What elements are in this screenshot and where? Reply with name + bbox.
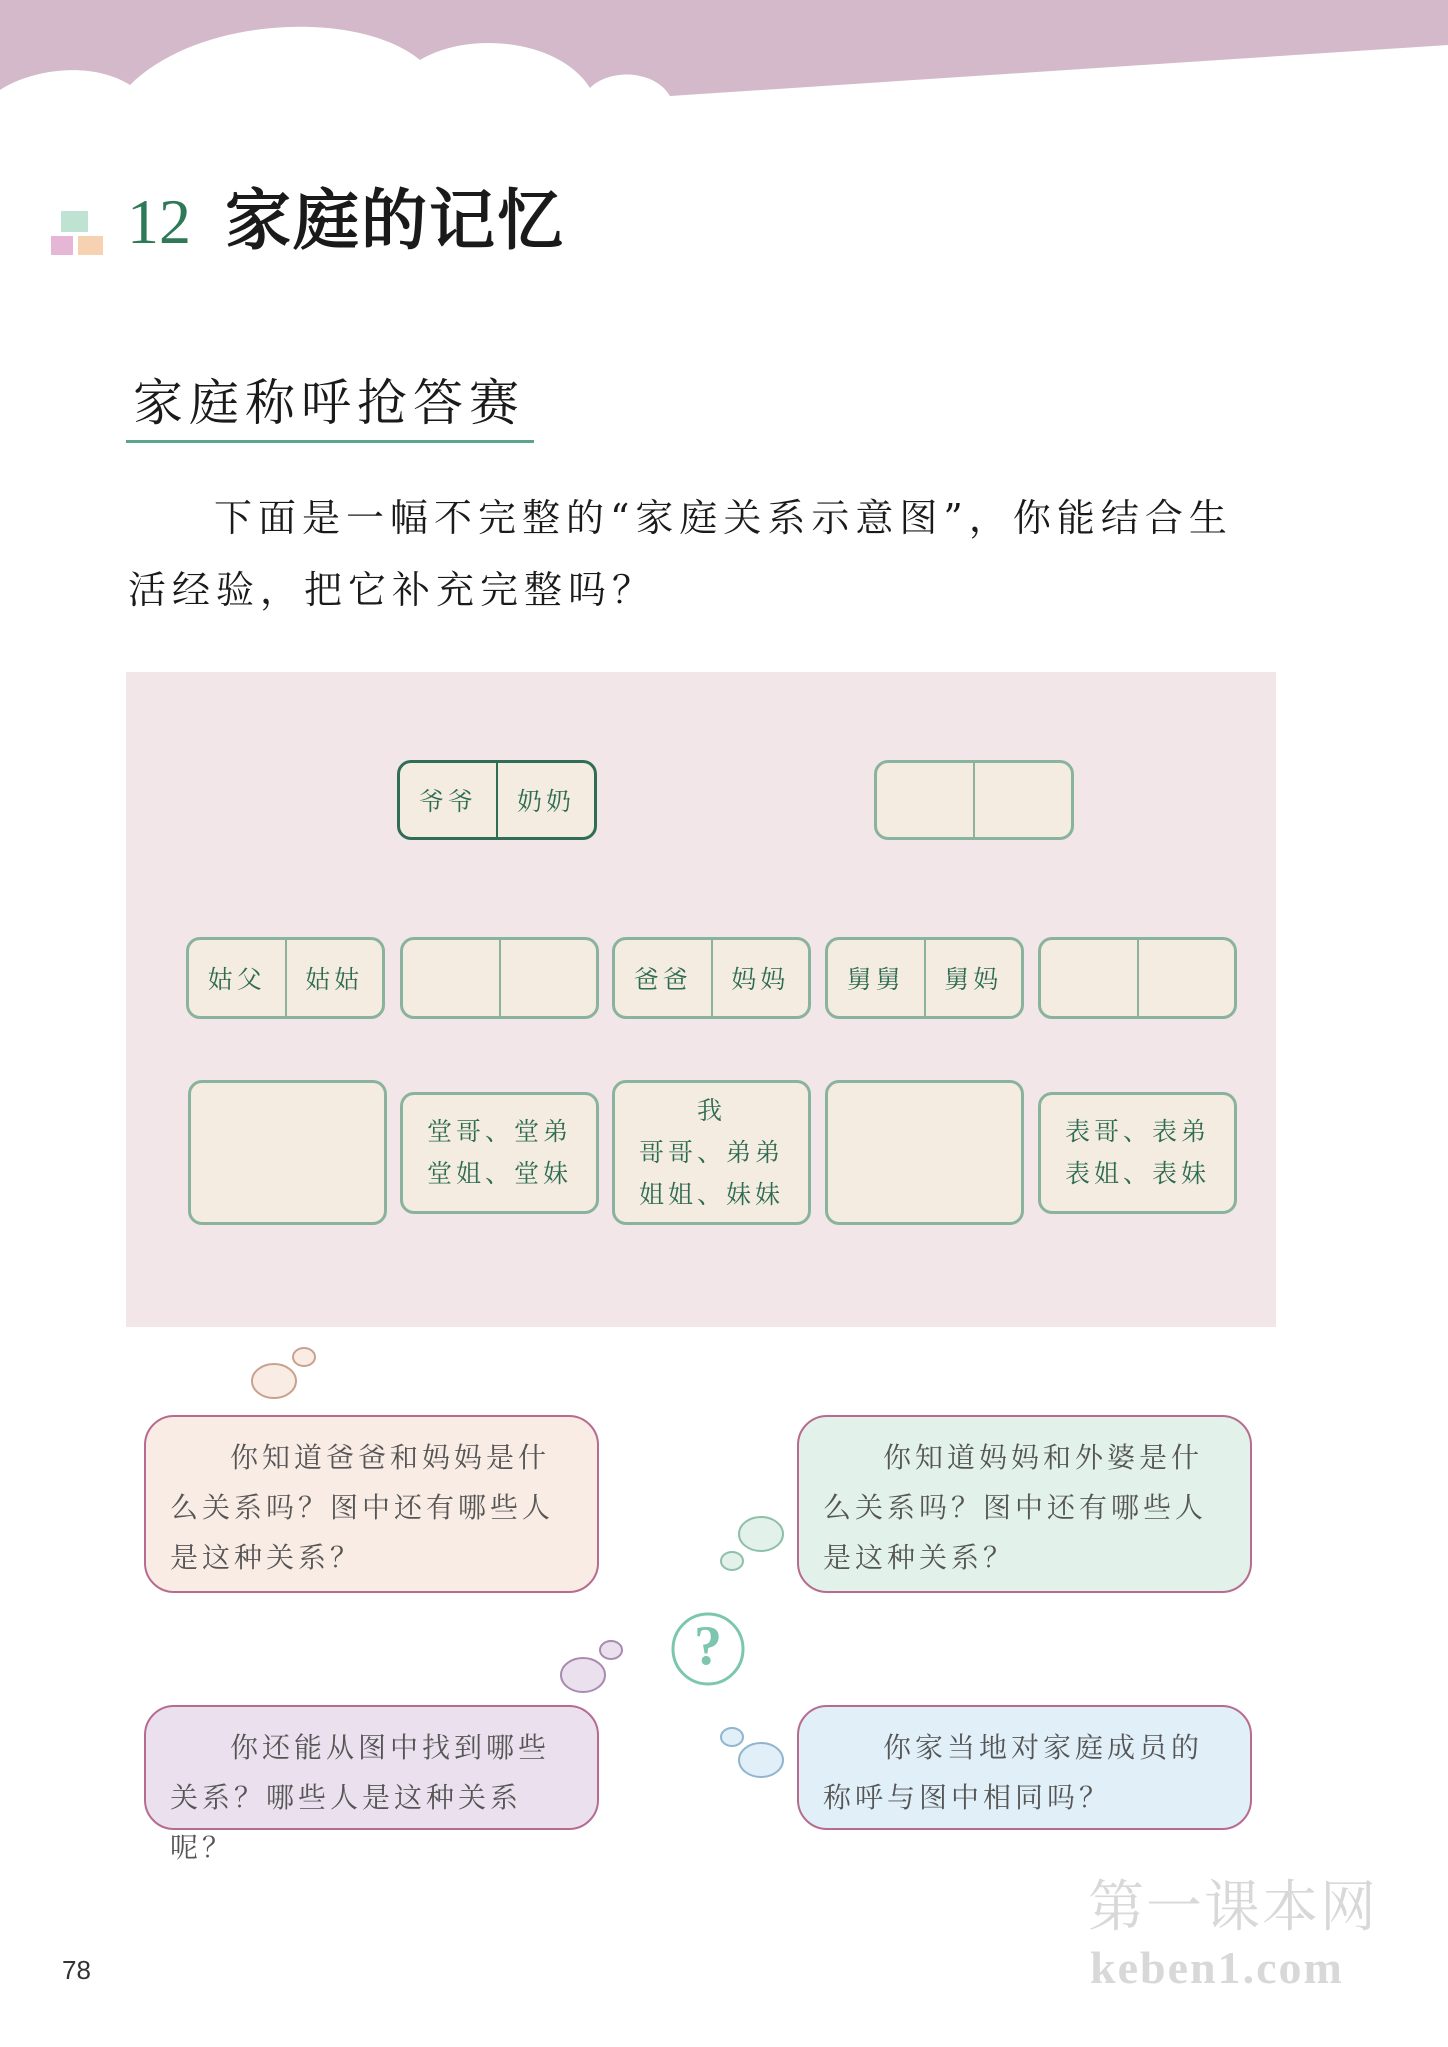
section-heading: 家庭称呼抢答赛 [133, 374, 525, 432]
page-number: 78 [62, 1955, 91, 1985]
children-box-me-siblings [612, 1080, 811, 1225]
question-mark-symbol: ? [694, 1615, 722, 1677]
parent-label: 舅舅 [846, 965, 905, 994]
maternal-grandmother-blank [975, 763, 1071, 837]
grandfather-label: 爷爷 [418, 787, 477, 816]
lesson-number: 12 [127, 186, 191, 257]
question-bubble-bottom-left: 你还能从图中找到哪些关系？哪些人是这种关系呢？ [144, 1705, 599, 1830]
question-bubble-bottom-right: 你家当地对家庭成员的称呼与图中相同吗？ [797, 1705, 1252, 1830]
question-bubble-top-left: 你知道爸爸和妈妈是什么关系吗？图中还有哪些人是这种关系？ [144, 1415, 599, 1593]
children-line: 表哥、表弟 [1064, 1117, 1210, 1146]
parent-label [501, 940, 597, 1016]
title-squares-icon [51, 211, 103, 255]
watermark-url: keben1.com [1090, 1942, 1344, 1993]
intro-paragraph: 下面是一幅不完整的“家庭关系示意图”，你能结合生活经验，把它补充完整吗？ [128, 496, 1233, 612]
parents-box-father-mother [612, 937, 811, 1019]
section-underline [126, 440, 534, 443]
parents-box-uncle-blank [400, 937, 599, 1019]
grandmother-label: 奶奶 [516, 787, 575, 816]
parent-label: 姑父 [207, 965, 266, 994]
children-line: 堂姐、堂妹 [426, 1159, 572, 1188]
parents-box-maternal-uncle [825, 937, 1024, 1019]
parent-label: 姑姑 [305, 965, 364, 994]
watermark-site-name: 第一课本网 [1088, 1875, 1378, 1940]
paternal-grandparents-box [397, 760, 597, 840]
parent-label: 爸爸 [633, 965, 692, 994]
parents-box-aunt [186, 937, 385, 1019]
lesson-title: 家庭的记忆 [225, 182, 565, 259]
children-box-cousins-maternal [1038, 1092, 1237, 1214]
children-line: 堂哥、堂弟 [426, 1117, 572, 1146]
parent-label: 舅妈 [944, 965, 1003, 994]
maternal-grandfather-blank [877, 763, 973, 837]
children-line: 哥哥、弟弟 [638, 1137, 784, 1167]
parents-box-maternal-aunt-blank [1038, 937, 1237, 1019]
question-bubble-top-right: 你知道妈妈和外婆是什么关系吗？图中还有哪些人是这种关系？ [797, 1415, 1252, 1593]
parent-label [1041, 940, 1137, 1016]
children-box-blank-1 [188, 1080, 387, 1225]
children-line: 表姐、表妹 [1064, 1159, 1210, 1188]
parent-label: 妈妈 [731, 965, 790, 994]
header-cloud-band [0, 0, 1448, 96]
parent-label [403, 940, 499, 1016]
children-line: 我 [696, 1095, 726, 1125]
children-line: 姐姐、妹妹 [638, 1179, 784, 1209]
children-box-cousins-paternal [400, 1092, 599, 1214]
parent-label [1139, 940, 1235, 1016]
maternal-grandparents-box [874, 760, 1074, 840]
children-box-blank-2 [825, 1080, 1024, 1225]
